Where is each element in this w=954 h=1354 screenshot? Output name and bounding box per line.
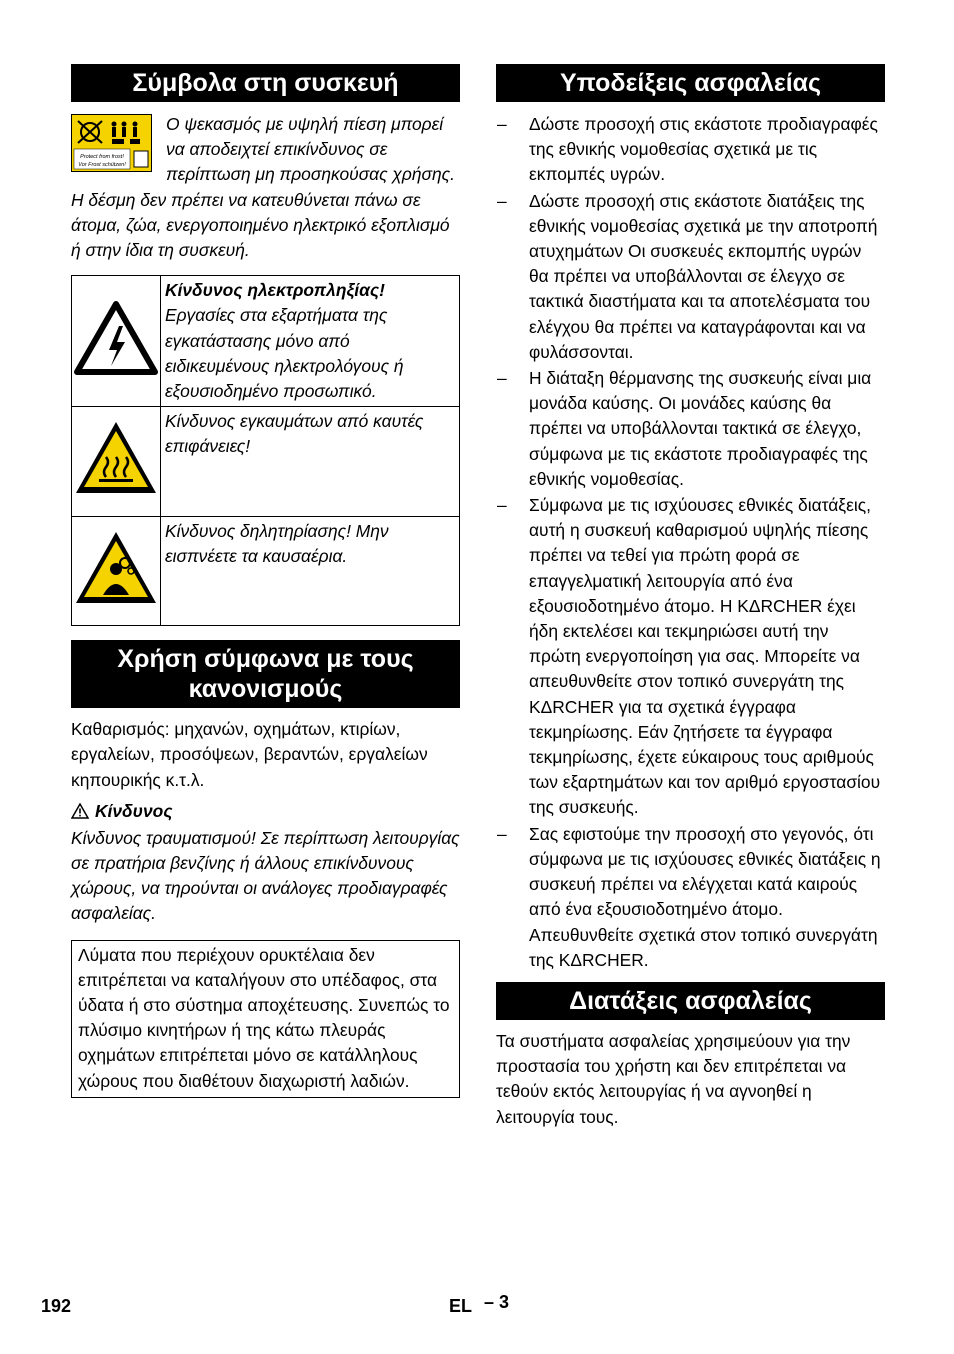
- electric-shock-warning-icon: [72, 276, 161, 407]
- dash-marker: –: [497, 823, 507, 844]
- language-code: EL: [449, 1296, 473, 1316]
- warning-text-cell: [161, 517, 460, 626]
- warning-text: Κίνδυνος εγκαυμάτων από καυτές επιφάνειες!: [165, 411, 424, 457]
- left-column: [71, 64, 460, 1098]
- hot-surface-warning-icon: [72, 407, 161, 517]
- intro-text: Ο ψεκασμός με υψηλή πίεση μπορεί να αποδειχτεί επικίνδυνος σε περίπτωση μη προσηκούσας χρήσης. Η δέσμη δεν πρέπει να κατευθύνεται πάνω σε άτομα, ζώα, ενεργοποιημένο ηλεκτρικό εξοπλισμό ή στην ίδια τη συσκευή.: [71, 114, 455, 261]
- list-item: – Η διάταξη θέρμανσης της συσκευής είναι μια μονάδα καύσης. Οι μονάδες καύσης θα πρέπει να υποβάλλονται τακτικά σε έλεγχο, σύμφωνα με τις εκάστοτε προδιαγραφές της εθνικής νομοθεσίας.: [497, 368, 872, 489]
- usage-paragraph: Καθαρισμός: μηχανών, οχημάτων, κτιρίων, εργαλείων, προσόψεων, βεραντών, εργαλείων κηπουρικής κ.τ.λ.: [71, 719, 428, 790]
- safety-devices-paragraph: Τα συστήματα ασφαλείας χρησιμεύουν για την προστασία του χρήστη και δεν επιτρέπεται να τεθούν εκτός λειτουργίας ή να αγνοηθεί η λειτουργία τους.: [496, 1030, 851, 1127]
- section-heading-safety-devices: Διατάξεις ασφαλείας: [496, 982, 885, 1020]
- section-heading-safety-instructions: Υποδείξεις ασφαλείας: [496, 64, 885, 102]
- list-item: – Σύμφωνα με τις ισχύουσες εθνικές διατάξεις, αυτή η συσκευή καθαρισμού υψηλής πίεσης πρέπει να τεθεί για πρώτη φορά σε επαγγελματική λειτουργία από ένα εξουσιοδοτημένο άτομο. Η KΔRCHER έχει ήδη εκτελέσει και τεκμηριώσει αυτή την πρώτη ενεργοποίηση για σας. Μπορείτε να απευθυνθείτε στον τοπικό συνεργάτη της KΔRCHER για τα σχετικά έγγραφα τεκμηρίωσης. Εάν ζητήσετε τα έγγραφα τεκμηρίωσης, έχετε εύκαιρους τους αριθμούς των εξαρτημάτων και τον αριθμό εργοστασίου της συσκευής.: [497, 495, 881, 818]
- section-heading-device-symbols: Σύμβολα στη συσκευή: [71, 64, 460, 102]
- danger-text: Κίνδυνος τραυματισμού! Σε περίπτωση λειτουργίας σε πρατήρια βενζίνης ή άλλους επικίνδυνους χώρους, να τηρούνται οι ανάλογες προδιαγραφές ασφαλείας.: [71, 827, 460, 924]
- list-item: – Δώστε προσοχή στις εκάστοτε διατάξεις της εθνικής νομοθεσίας σχετικά με την αποτροπή ατυχημάτων Οι συσκευές εκπομπής υγρών θα πρέπει να υποβάλλονται σε έλεγχο σε τακτικά διαστήματα και τα αποτελέσματα του ελέγχου θα πρέπει να καταγράφονται και να φυλάσσονται.: [497, 190, 878, 362]
- device-label-image: [71, 114, 152, 172]
- dash-marker: –: [497, 190, 507, 211]
- label-text-1: Protect from frost!: [80, 154, 124, 160]
- warning-row: [72, 517, 460, 626]
- list-item: – Δώστε προσοχή στις εκάστοτε προδιαγραφές της εθνικής νομοθεσίας σχετικά με τις εκπομπές υγρών.: [497, 114, 878, 185]
- warning-text: Κίνδυνος δηλητηρίασης! Μην εισπνέετε τα καυσαέρια.: [165, 521, 389, 567]
- warning-title: Κίνδυνος ηλεκτροπληξίας!: [165, 280, 385, 301]
- warning-text-cell: [161, 407, 460, 517]
- right-column: [496, 64, 885, 1130]
- dash-marker: –: [497, 495, 507, 516]
- warning-symbols-table: [71, 275, 460, 626]
- danger-heading: [71, 799, 460, 826]
- safety-instructions-list: [496, 112, 885, 973]
- intro-paragraph: [71, 112, 460, 263]
- danger-label: Κίνδυνος: [95, 800, 173, 821]
- page-number: 192: [41, 1296, 72, 1316]
- dash-marker: –: [497, 114, 507, 134]
- warning-text-cell: [161, 276, 460, 407]
- list-item: – Σας εφιστούμε την προσοχή στο γεγονός, ότι σύμφωνα με τις ισχύουσες εθνικές διατάξεις η συσκευή πρέπει να ελέγχεται κατά καιρούς από ένα εξουσιοδοτημένο άτομο. Απευθυνθείτε σχετικά στον τοπικό συνεργάτη της KΔRCHER.: [497, 823, 881, 970]
- section-page-number: – 3: [484, 1292, 510, 1312]
- warning-row: [72, 407, 460, 517]
- label-text-2: Vor Frost schützen!: [78, 162, 126, 168]
- toxic-fumes-warning-icon: [72, 517, 161, 626]
- oil-wastewater-notice-box: Λύματα που περιέχουν ορυκτέλαια δεν επιτρέπεται να καταλήγουν στο υπέδαφος, στα ύδατα ή στο σύστημα αποχέτευσης. Συνεπώς το πλύσιμο κινητήρων ή της κάτω πλευράς οχημάτων επιτρέπεται μόνο σε κατάλληλους χώρους που διαθέτουν διαχωριστή λαδιών.: [71, 940, 460, 1098]
- section-heading-intended-use: Χρήση σύμφωνα με τους κανονισμούς: [71, 640, 460, 708]
- dash-marker: –: [497, 368, 507, 389]
- warning-text: Εργασίες στα εξαρτήματα της εγκατάστασης μόνο από ειδικευμένους ηλεκτρολόγους ή εξουσιοδημένο προσωπικό.: [165, 305, 404, 402]
- danger-warning-icon: [71, 801, 89, 826]
- warning-row: [72, 276, 460, 407]
